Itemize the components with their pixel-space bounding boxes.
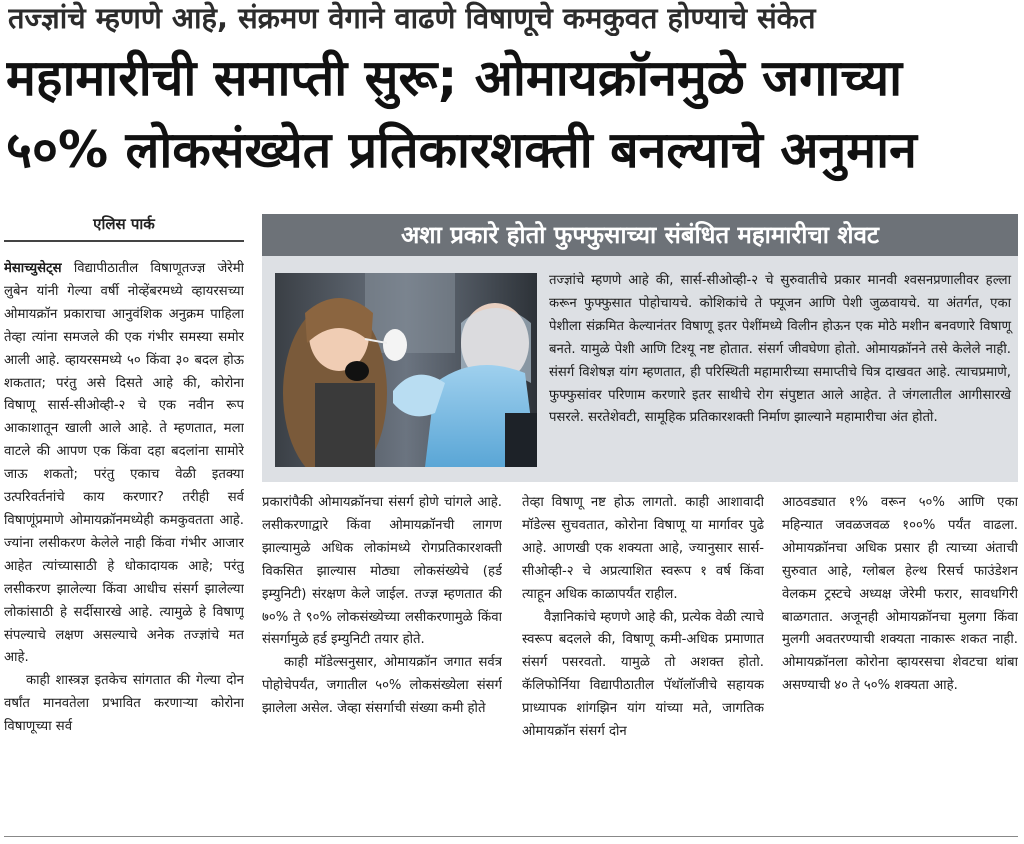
byline-divider <box>4 240 244 242</box>
article-column-1 <box>4 258 244 830</box>
article-kicker: तज्ज्ञांचे म्हणणे आहे, संक्रमण वेगाने वाढणे विषाणूचे कमकुवत होण्याचे संकेत <box>8 1 816 35</box>
paragraph: काही शास्त्रज्ञ इतकेच सांगतात की गेल्या दोन वर्षांत मानवतेला प्रभावित करणाऱ्या कोरोना विषाणूच्या सर्व <box>4 673 244 735</box>
news-photo <box>275 273 537 467</box>
byline: एलिस पार्क <box>93 215 155 233</box>
article-column-3 <box>522 492 764 832</box>
lead-paragraph <box>4 258 244 670</box>
headline-line-1: महामारीची समाप्ती सुरू; ओमायक्रॉनमुळे जगाच्या <box>6 49 903 107</box>
paragraph: तेव्हा विषाणू नष्ट होऊ लागतो. काही आशावादी मॉडेल्स सुचवतात, कोरोना विषाणू या मार्गावर पुढे आहे. आणखी एक शक्यता आहे, ज्यानुसार सार्स-सीओव्ही-२ चे अप्रत्याशित स्वरूप १ वर्ष किंवा त्याहून अधिक काळापर्यंत राहील. <box>522 495 764 602</box>
article-column-4 <box>782 492 1018 832</box>
bottom-divider <box>4 836 1018 837</box>
dateline: मेसाच्युसेट्स <box>4 261 62 276</box>
sidebar-title: अशा प्रकारे होतो फुफ्फुसाच्या संबंधित महामारीचा शेवट <box>262 214 1018 256</box>
paragraph: प्रकारांपैकी ओमायक्रॉनचा संसर्ग होणे चांगले आहे. लसीकरणाद्वारे किंवा ओमायक्रॉनची लागण झाल्यामुळे अधिक लोकांमध्ये रोगप्रतिकारशक्ती विकसित झाल्यास मोठ्या लोकसंख्येचे (हर्ड इम्युनिटी) संरक्षण केले जाईल. तज्ज्ञ म्हणतात की ७०% ते ९०% लोकसंख्येच्या लसीकरणामुळे किंवा संसर्गामुळे हर्ड इम्युनिटी तयार होते. <box>262 495 502 648</box>
paragraph: वैज्ञानिकांचे म्हणणे आहे की, प्रत्येक वेळी त्याचे स्वरूप बदलले की, विषाणू कमी-अधिक प्रमाणात संसर्ग पसरवतो. यामुळे तो अशक्त होतो. कॅलिफोर्निया विद्यापीठातील पॅथॉलॉजीचे सहायक प्राध्यापक शांगझिन यांग यांच्या मते, जागतिक ओमायक्रॉन संसर्ग दोन <box>522 609 764 740</box>
sidebar-body: तज्ज्ञांचे म्हणणे आहे की, सार्स-सीओव्ही-२ चे सुरुवातीचे प्रकार मानवी श्वसनप्रणालीवर हल्ला करून फुफ्फुसात पोहोचायचे. कोशिकांचे ते फ्यूजन आणि पेशी जुळवायचे. या अंतर्गत, एका पेशीला संक्रमित केल्यानंतर विषाणू इतर पेशींमध्ये विलीन होऊन एक मोठे मशीन बनवणारे विषाणू बनते. यामुळे पेशी आणि टिश्यू नष्ट होतात. संसर्ग जीवघेणा होतो. ओमायक्रॉनने तसे केलेले नाही. संसर्ग विशेषज्ञ यांग म्हणतात, ही परिस्थिती महामारीच्या समाप्तीचे चित्र दाखवत आहे. त्याचप्रमाणे, फुफ्फुसांवर परिणाम करणारे इतर साथीचे रोग संपुष्टात आले आहेत. ते जंगलातील आगीसारखे पसरले. सरतेशेवटी, सामूहिक प्रतिकारशक्ती निर्माण झाल्याने महामारीचा अंत होतो. <box>549 273 1011 426</box>
headline-line-2: ५०% लोकसंख्येत प्रतिकारशक्ती बनल्याचे अनुमान <box>6 121 917 179</box>
article-column-2 <box>262 492 502 832</box>
paragraph: काही मॉडेल्सनुसार, ओमायक्रॉन जगात सर्वत्र पोहोचेपर्यंत, जगातील ५०% लोकसंख्येला संसर्ग झालेला असेल. जेव्हा संसर्गाची संख्या कमी होते <box>262 655 502 717</box>
paragraph: आठवड्यात १% वरून ५०% आणि एका महिन्यात जवळजवळ १००% पर्यंत वाढला. ओमायक्रॉनचा अधिक प्रसार ही त्याच्या अंताची सुरुवात आहे, ग्लोबल हेल्थ रिसर्च फाउंडेशन वेलकम ट्रस्टचे अध्यक्ष जेरेमी फरार, सावधगिरी बाळगतात. अजूनही ओमायक्रॉनचा मुलगा किंवा मुलगी अवतरण्याची शक्यता नाकारू शकत नाही. ओमायक्रॉनला कोरोना व्हायरसचा शेवटचा थांबा असण्याची ४० ते ५०% शक्यता आहे. <box>782 495 1018 694</box>
lead-text: विद्यापीठातील विषाणूतज्ज्ञ जेरेमी लुबेन यांनी गेल्या वर्षी नोव्हेंबरमध्ये व्हायरसच्या ओमायक्रॉन प्रकाराचा आनुवंशिक अनुक्रम पाहिला तेव्हा त्यांना समजले की एक गंभीर समस्या समोर आली आहे. व्हायरसमध्ये ५० किंवा ३० बदल होऊ शकतात; परंतु असे दिसते आहे की, कोरोना विषाणू सार्स-सीओव्ही-२ चे एक नवीन रूप आकाशातून खाली आले आहे. ते म्हणतात, मला वाटले की आपण एक किंवा दहा बदलांना सामोरे जाऊ शकतो; परंतु एकाच वेळी इतक्या उत्परिवर्तनांचे काय करणार? तरीही सर्व विषाणूंप्रमाणे ओमायक्रॉनमध्येही कमकुवतता आहे. ज्यांना लसीकरण केलेले नाही किंवा गंभीर आजार आहेत त्यांच्यासाठी हे धोकादायक आहे; परंतु लसीकरण झालेल्या किंवा आधीच संसर्ग झालेल्या लोकांसाठी हे सर्दीसारखे आहे. त्यामुळे हे विषाणू संपल्याचे लक्षण असल्याचे अनेक तज्ज्ञांचे मत आहे. <box>4 261 244 666</box>
covid-swab-test-photo <box>275 273 537 467</box>
